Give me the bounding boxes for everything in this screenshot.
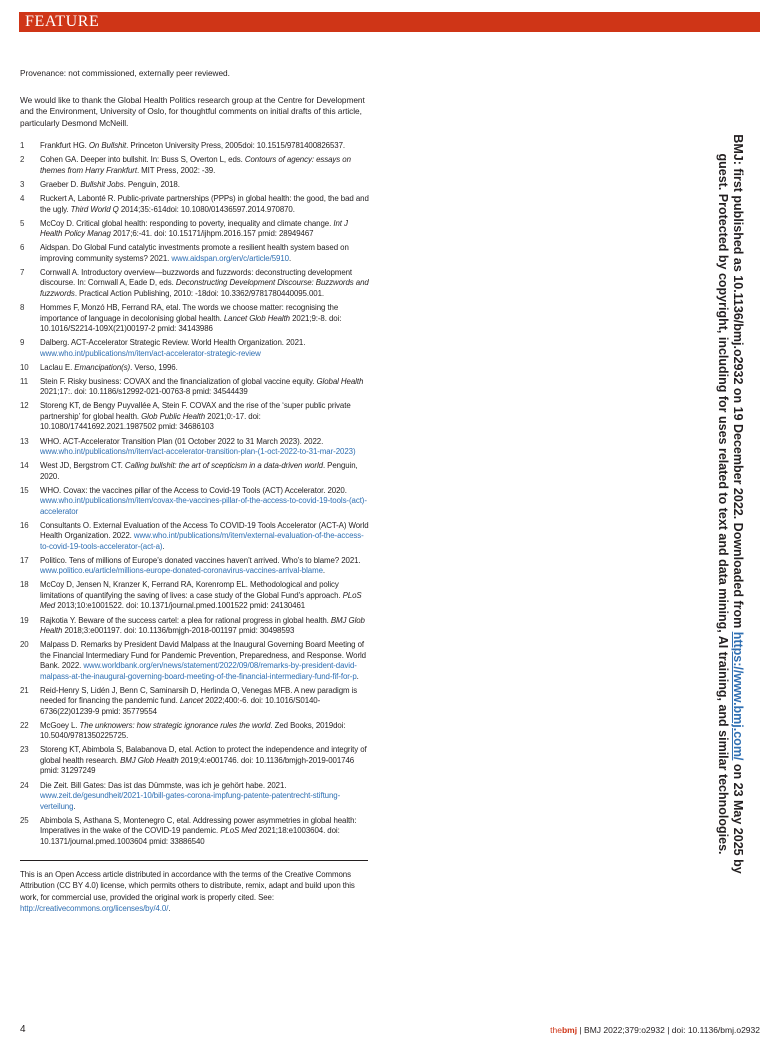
reference-link[interactable]: www.worldbank.org/en/news/statement/2022/09/08/remarks-by-president-david-malpass-at-the-inaugural-governing-board-meeting-of-the-financial-intermediary-fund-fif-for-p [40,661,357,681]
reference-item [20,243,370,264]
reference-item [20,781,370,813]
reference-text: 2022;400:-6. doi: 10.1016/S0140-6736(22)01239-9 pmid: 35779554 [40,696,321,716]
reference-item [20,338,370,359]
reference-text: Cohen GA. Deeper into bullshit. In: Buss S, Overton L, eds. [40,155,245,165]
reference-text: Emancipation(s) [74,362,131,372]
reference-text: 2013;10:e1001522. doi: 10.1371/journal.pmed.1001522 pmid: 24130461 [55,601,306,611]
license-divider [20,860,368,861]
reference-item [20,816,370,848]
reference-text: 2021;0:-17. doi: 10.1080/17441692.2021.1987502 pmid: 34686103 [40,411,261,432]
reference-text: West JD, Bergstrom CT. [40,461,125,471]
reference-text: On Bullshit [88,141,127,151]
reference-number: 2 [20,155,25,165]
reference-text: . Penguin, 2020. [40,461,358,481]
reference-number: 7 [20,267,25,277]
reference-text: Die Zeit. Bill Gates: Das ist das Dümmste, was ich je gehört habe. 2021. [40,780,287,790]
reference-item [20,401,370,433]
reference-number: 20 [20,640,29,650]
citation-text: | BMJ 2022;379:o2932 | doi: 10.1136/bmj.o2932 [577,1025,760,1035]
reference-text: Reid-Henry S, Lidén J, Benn C, Saminarsih D, Herlinda O, Venegas MFB. A new paradigm is needed for financing the pandemic fund. [40,685,358,706]
reference-text: Politico. Tens of millions of Europe’s donated vaccines haven’t arrived. Who’s to blame? 2021. [40,555,361,565]
reference-text: Graeber D. [40,180,81,190]
reference-item [20,580,370,612]
reference-number: 10 [20,362,29,372]
reference-item [20,377,370,398]
reference-number: 14 [20,461,29,471]
reference-item [20,141,370,152]
reference-text: Int J Health Policy Manag [40,218,348,239]
reference-text: . [356,671,359,681]
acknowledgements: We would like to thank the Global Health Politics research group at the Centre for Development and the Environment, University of Oslo, for thoughtful comments on initial drafts of this article, particularly Desmond McNeill. [20,94,365,128]
reference-text: BMJ Glob Health [40,615,365,636]
reference-number: 6 [20,243,25,253]
reference-text: . Zed Books, 2019doi: 10.5040/9781350225725. [40,720,346,741]
reference-item [20,155,370,176]
reference-text: . [322,566,326,576]
reference-text: Global Health [316,376,364,386]
reference-link[interactable]: www.zeit.de/gesundheit/2021-10/bill-gates-corona-impfung-patente-patentrecht-stiftung-verteilung [40,791,341,811]
reference-number: 15 [20,485,29,495]
reference-text: Malpass D. Remarks by President David Malpass at the Inaugural Governing Board Meeting of the Financial Intermediary Fund for Pandemic Prevention, Preparedness, and Response. World Bank. 2022. [40,640,366,671]
reference-item [20,721,370,742]
reference-text: PLoS Med [220,826,257,836]
reference-text: Hommes F, Monzó HB, Ferrand RA, etal. The words we choose matter: recognising the importance of language in decolonising global health. [40,303,339,323]
journal-logo-the: the [550,1025,562,1035]
reference-item [20,219,370,240]
reference-text: 2018;3:e001197. doi: 10.1136/bmjgh-2018-001197 pmid: 30498593 [62,626,295,636]
reference-text: 2019;4:e001746. doi: 10.1136/bmjgh-2019-001746 pmid: 31297249 [40,755,355,776]
watermark-text-end: on 23 May 2025 by guest. Protected by copyright, including for uses related to text and data mining, AI training, and similar technologies. [716,153,745,874]
reference-text: Stein F. Risky business: COVAX and the financialization of global vaccine equity. [40,376,317,386]
reference-text: Lancet Glob Health [223,313,290,323]
reference-number: 16 [20,520,29,530]
reference-number: 24 [20,780,29,790]
reference-text: Bullshit Jobs [80,180,124,190]
journal-logo-bmj: bmj [561,1025,578,1035]
reference-item [20,640,370,682]
reference-text: Rajkotia Y. Beware of the success cartel: a plea for rational progress in global health. [40,615,331,625]
reference-list [20,141,370,847]
reference-text: 2014;35:-614doi: 10.1080/01436597.2014.970870. [118,204,295,214]
reference-text: 2021;18:e1003604. doi: 10.1371/journal.pmed.1003604 pmid: 33886540 [40,826,340,846]
reference-text: The unknowers: how strategic ignorance rules the world [79,720,271,730]
reference-text: Dalberg. ACT-Accelerator Strategic Review. World Health Organization. 2021. [40,338,306,348]
reference-item [20,461,370,482]
reference-number: 13 [20,436,29,446]
download-watermark [711,132,745,876]
reference-text: PLoS Med [40,590,362,611]
reference-text: . Penguin, 2018. [123,180,180,190]
reference-link[interactable]: www.politico.eu/article/millions-europe-donated-coronavirus-vaccines-arrival-blame [40,566,323,576]
reference-item [20,268,370,300]
reference-text: Storeng KT, de Bengy Puyvallée A, Stein F. COVAX and the rise of the ‘super public private partnership’ for global health. [40,401,351,421]
license-text: This is an Open Access article distributed in accordance with the terms of the Creative Commons Attribution (CC BY 4.0) license, which permits others to distribute, remix, adapt and build upon this work, for commercial use, provided the original work is properly cited. See: [20,870,355,902]
reference-number: 22 [20,720,29,730]
reference-number: 19 [20,615,29,625]
reference-text: Contours of agency: essays on themes from Harry Frankfurt [40,155,351,175]
reference-item [20,303,370,335]
reference-text: McGoey L. [40,720,80,730]
reference-number: 5 [20,218,25,228]
watermark-text: BMJ: first published as 10.1136/bmj.o2932 on 19 December 2022. Downloaded from [731,134,745,632]
reference-item [20,486,370,518]
reference-text: . Verso, 1996. [130,362,178,372]
reference-number: 12 [20,401,29,411]
reference-text: McCoy D. Critical global health: responding to poverty, inequality and climate change. [40,218,334,228]
reference-text: . [162,541,165,551]
reference-text: Third World Q [70,204,119,214]
reference-text: 2021;17:. doi: 10.1186/s12992-021-00763-8 pmid: 34544439 [40,387,248,397]
reference-number: 25 [20,815,29,825]
license-link[interactable]: http://creativecommons.org/licenses/by/4.0/ [20,903,169,913]
reference-item [20,686,370,718]
reference-number: 11 [20,376,29,386]
reference-number: 18 [20,580,29,590]
reference-item [20,194,370,215]
reference-text: Glob Public Health [141,411,206,421]
reference-text: 2017;6:-41. doi: 10.15171/ijhpm.2016.157 pmid: 28949467 [110,229,314,239]
reference-number: 17 [20,555,29,565]
reference-item [20,363,370,374]
reference-text: WHO. ACT-Accelerator Transition Plan (01 October 2022 to 31 March 2023). 2022. [40,436,324,446]
reference-text: . MIT Press, 2002: -39. [136,165,216,175]
reference-number: 4 [20,194,25,204]
reference-text: Consultants O. External Evaluation of the Access To COVID-19 Tools Accelerator (ACT-A) World Health Organization. 2022. [40,520,369,541]
reference-text: Abimbola S, Asthana S, Montenegro C, etal. Addressing power asymmetries in global health: Imperatives in the wake of the COVID-19 pandemic. [40,815,357,836]
main-column [20,68,370,914]
reference-text: Calling bullshit: the art of scepticism in a data-driven world [124,461,323,471]
license-note: This is an Open Access article distributed in accordance with the terms of the Creative Commons Attribution (CC BY 4.0) license, which permits others to distribute, remix, adapt and build upon this work, for commercial use, provided the original work is properly cited. See: http://creativecommons.org/licenses/by/4.0/. [20,870,355,913]
reference-text: Frankfurt HG. [40,141,89,151]
reference-text: . [73,801,76,811]
reference-text: Aidspan. Do Global Fund catalytic investments promote a resilient health system based on improving community systems? 2021. [40,243,349,263]
reference-link[interactable]: www.who.int/publications/m/item/external-evaluation-of-the-access-to-covid-19-tools-accelerator-(act-a) [40,531,364,551]
reference-text: Lancet [179,696,204,706]
reference-number: 9 [20,338,25,348]
reference-text: . Practical Action Publishing, 2010: -18doi: 10.3362/9781780440095.001. [74,288,325,298]
reference-text: Ruckert A, Labonté R. Public-private partnerships (PPPs) in global health: the good, the bad and the ugly. [40,194,369,214]
reference-text: Laclau E. [40,362,75,372]
reference-item [20,556,370,577]
reference-link[interactable]: www.who.int/publications/m/item/act-accelerator-strategic-review [40,348,261,358]
reference-item [20,521,370,553]
reference-link[interactable]: www.aidspan.org/en/c/article/5910 [171,253,289,263]
reference-text: Cornwall A. Introductory overview—buzzwords and fuzzwords: deconstructing development discourse. In: Cornwall A, Eade D, eds. [40,267,353,288]
footer-citation [550,1025,760,1035]
provenance-statement: Provenance: not commissioned, externally peer reviewed. [20,68,230,78]
reference-text: 2021;9:-8. doi: 10.1016/S2214-109X(21)00197-2 pmid: 34143986 [40,313,342,334]
section-banner [19,12,760,32]
reference-item [20,437,370,458]
reference-link[interactable]: www.who.int/publications/m/item/covax-the-vaccines-pillar-of-the-access-to-covid-19-tools-(act)-accelerator [40,496,367,516]
reference-number: 21 [20,685,29,695]
reference-number: 3 [20,180,25,190]
reference-text: Storeng KT, Abimbola S, Balabanova D, etal. Action to protect the independence and integrity of global health research. [40,745,367,765]
reference-number: 23 [20,745,29,755]
section-label: FEATURE [25,13,100,30]
reference-text: Deconstructing Development Discourse: Buzzwords and fuzzwords [40,278,369,298]
reference-text: . Princeton University Press, 2005doi: 10.1515/9781400826537. [126,141,345,151]
reference-text: McCoy D, Jensen N, Kranzer K, Ferrand RA, Korenromp EL. Methodological and policy limitations of quantifying the saving of lives: a case study of the Global Fund’s approach. [40,580,343,600]
reference-item [20,616,370,637]
reference-number: 1 [20,141,25,151]
reference-text: WHO. Covax: the vaccines pillar of the Access to Covid-19 Tools (ACT) Accelerator. 2020. [40,485,347,495]
reference-link[interactable]: www.who.int/publications/m/item/act-accelerator-transition-plan-(1-oct-2022-to-31-mar-2023) [40,447,356,456]
reference-item [20,745,370,777]
reference-item [20,180,370,191]
reference-text: . [288,253,292,263]
bmj-site-link[interactable]: https://www.bmj.com/ [731,631,745,761]
reference-text: BMJ Glob Health [120,755,179,765]
page-number: 4 [20,1024,26,1035]
reference-number: 8 [20,303,25,313]
